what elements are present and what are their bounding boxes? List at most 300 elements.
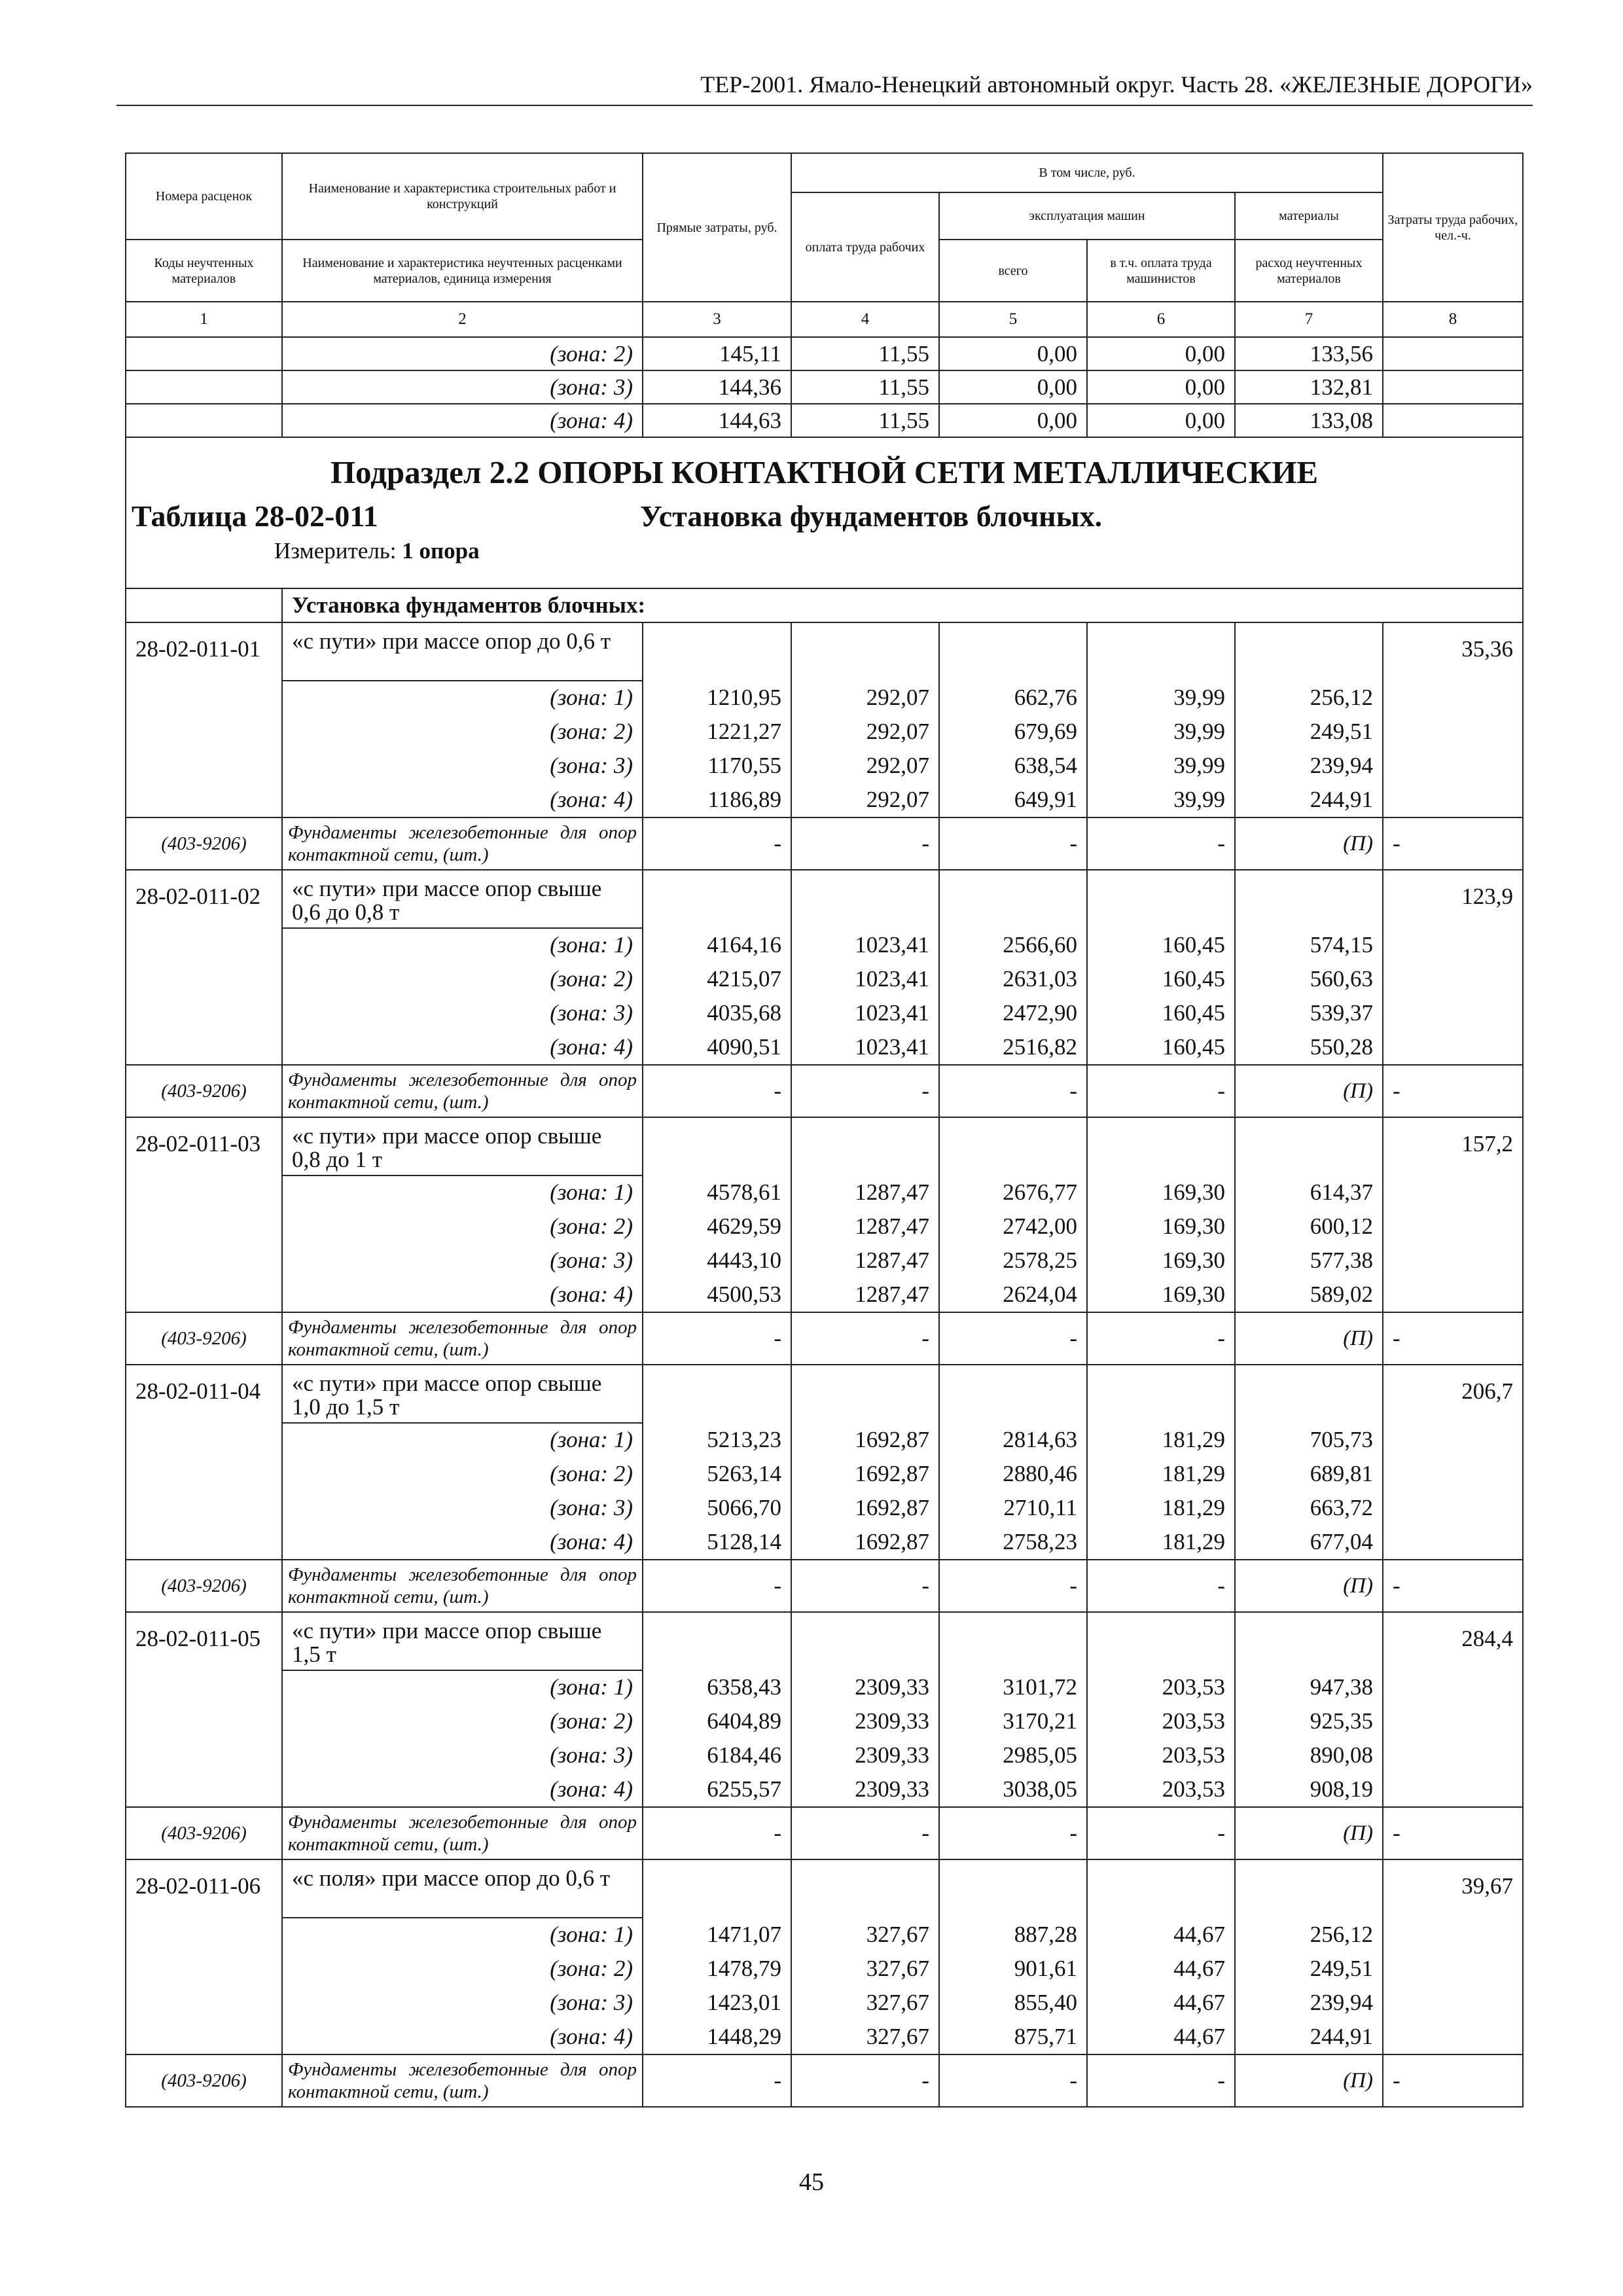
machinists-pay: 39,99 bbox=[1173, 787, 1225, 812]
materials-cost-column bbox=[1235, 1365, 1383, 1560]
material-code: (403-9206) bbox=[126, 1065, 282, 1117]
machinists-pay: 169,30 bbox=[1162, 1282, 1225, 1307]
rate-description: «с пути» при массе опор свыше 0,6 до 0,8 т bbox=[282, 870, 643, 928]
material-code: (403-9206) bbox=[126, 1312, 282, 1365]
machinists-pay-column bbox=[1087, 622, 1235, 817]
direct-costs: 4500,53 bbox=[707, 1282, 781, 1307]
materials-cost: 614,37 bbox=[1310, 1179, 1373, 1205]
col-number: 4 bbox=[791, 302, 939, 337]
material-marker: (П) bbox=[1235, 1312, 1383, 1365]
col-labor-pay-header: оплата труда рабочих bbox=[791, 192, 939, 302]
material-dash: - bbox=[791, 1312, 939, 1365]
direct-costs-column bbox=[643, 622, 791, 817]
labor-pay: 1287,47 bbox=[855, 1282, 929, 1307]
machines-total: 2631,03 bbox=[1003, 966, 1077, 992]
rates-table bbox=[125, 152, 1524, 2108]
machinists-pay: 160,45 bbox=[1162, 1000, 1225, 1026]
zone-label: (зона: 2) bbox=[282, 715, 643, 749]
machines-total: 3101,72 bbox=[1003, 1674, 1077, 1700]
labor-costs: 39,67 bbox=[1383, 1859, 1523, 2054]
machinists-pay: 169,30 bbox=[1162, 1247, 1225, 1273]
material-dash: - bbox=[1383, 1560, 1523, 1612]
header-rule bbox=[116, 105, 1533, 106]
material-code: (403-9206) bbox=[126, 817, 282, 870]
machinists-pay-column bbox=[1087, 1612, 1235, 1807]
machines-total: 855,40 bbox=[1014, 1990, 1077, 2015]
running-header: ТЕР-2001. Ямало-Ненецкий автономный округ. Часть 28. «ЖЕЛЕЗНЫЕ ДОРОГИ» bbox=[700, 71, 1533, 98]
direct-costs: 1210,95 bbox=[707, 685, 781, 710]
machinists-pay: 181,29 bbox=[1162, 1427, 1225, 1452]
machinists-pay: 160,45 bbox=[1162, 966, 1225, 992]
direct-costs: 4164,16 bbox=[707, 932, 781, 958]
labor-pay: 292,07 bbox=[866, 753, 929, 778]
materials-cost: 239,94 bbox=[1310, 753, 1373, 778]
machines-total: 2566,60 bbox=[1003, 932, 1077, 958]
measure-value: 1 опора bbox=[402, 538, 480, 564]
material-dash: - bbox=[1087, 1065, 1235, 1117]
machinists-pay-column bbox=[1087, 1365, 1235, 1560]
machines-total: 3038,05 bbox=[1003, 1776, 1077, 1802]
zone-label: (зона: 2) bbox=[282, 1704, 643, 1738]
material-name: Фундаменты железобетонные для опор контактной сети, (шт.) bbox=[282, 817, 643, 870]
direct-costs: 1423,01 bbox=[707, 1990, 781, 2015]
materials-cost: 256,12 bbox=[1310, 685, 1373, 710]
zone-label: (зона: 1) bbox=[282, 1670, 643, 1704]
materials-cost: 663,72 bbox=[1310, 1495, 1373, 1520]
subsection-block bbox=[126, 437, 1523, 622]
materials-cost-column bbox=[1235, 1612, 1383, 1807]
col-material-codes-header: Коды неучтенных материалов bbox=[126, 240, 282, 302]
rate-code: 28-02-011-02 bbox=[126, 870, 282, 1065]
direct-costs-column bbox=[643, 1612, 791, 1807]
zone-label: (зона: 3) bbox=[282, 996, 643, 1030]
materials-cost: 890,08 bbox=[1310, 1742, 1373, 1768]
machinists-pay: 181,29 bbox=[1162, 1461, 1225, 1486]
zone-label: (зона: 4) bbox=[282, 783, 643, 817]
labor-pay: 1692,87 bbox=[855, 1461, 929, 1486]
col-number: 8 bbox=[1383, 302, 1523, 337]
material-marker: (П) bbox=[1235, 1560, 1383, 1612]
machines-total: 2985,05 bbox=[1003, 1742, 1077, 1768]
rate-code: 28-02-011-05 bbox=[126, 1612, 282, 1807]
materials-cost: 589,02 bbox=[1310, 1282, 1373, 1307]
machinists-pay: 203,53 bbox=[1162, 1776, 1225, 1802]
measure-label: Измеритель: bbox=[274, 538, 397, 564]
labor-pay: 327,67 bbox=[866, 1956, 929, 1981]
rate-row bbox=[126, 1117, 1523, 1175]
table-header bbox=[126, 153, 1523, 337]
machines-total: 2676,77 bbox=[1003, 1179, 1077, 1205]
col-work-name-header: Наименование и характеристика строительных работ и конструкций bbox=[282, 153, 643, 240]
rate-description: «с пути» при массе опор свыше 1,0 до 1,5 т bbox=[282, 1365, 643, 1423]
rate-code: 28-02-011-06 bbox=[126, 1859, 282, 2054]
material-name: Фундаменты железобетонные для опор контактной сети, (шт.) bbox=[282, 1065, 643, 1117]
material-dash: - bbox=[939, 1312, 1087, 1365]
material-marker: (П) bbox=[1235, 1807, 1383, 1859]
materials-cost-column bbox=[1235, 1117, 1383, 1312]
machines-total: 875,71 bbox=[1014, 2024, 1077, 2049]
material-dash: - bbox=[643, 1807, 791, 1859]
col-rate-number-header: Номера расценок bbox=[126, 153, 282, 240]
carryover-rows bbox=[126, 337, 1523, 437]
labor-pay: 1023,41 bbox=[855, 932, 929, 958]
group-title: Установка фундаментов блочных: bbox=[282, 588, 1523, 622]
materials-cost-column bbox=[1235, 622, 1383, 817]
machines-total: 2516,82 bbox=[1003, 1034, 1077, 1060]
machines-total-column bbox=[939, 622, 1087, 817]
direct-costs: 4215,07 bbox=[707, 966, 781, 992]
material-row bbox=[126, 1560, 1523, 1612]
col-number: 2 bbox=[282, 302, 643, 337]
labor-pay: 1023,41 bbox=[855, 966, 929, 992]
machinists-pay-column bbox=[1087, 1117, 1235, 1312]
rate-code: 28-02-011-03 bbox=[126, 1117, 282, 1312]
materials-cost: 560,63 bbox=[1310, 966, 1373, 992]
materials-cost: 689,81 bbox=[1310, 1461, 1373, 1486]
labor-pay: 2309,33 bbox=[855, 1708, 929, 1734]
zone-label: (зона: 4) bbox=[282, 1773, 643, 1807]
direct-costs-column bbox=[643, 1859, 791, 2054]
material-dash: - bbox=[1383, 2054, 1523, 2107]
direct-costs: 145,11 bbox=[643, 337, 791, 370]
direct-costs: 1221,27 bbox=[707, 719, 781, 744]
material-dash: - bbox=[1087, 1560, 1235, 1612]
rate-description: «с пути» при массе опор до 0,6 т bbox=[282, 622, 643, 681]
col-machines-header: эксплуатация машин bbox=[939, 192, 1235, 240]
machinists-pay: 160,45 bbox=[1162, 1034, 1225, 1060]
material-name: Фундаменты железобетонные для опор контактной сети, (шт.) bbox=[282, 1807, 643, 1859]
labor-pay-column bbox=[791, 622, 939, 817]
rate-row bbox=[126, 1859, 1523, 1918]
direct-costs: 6255,57 bbox=[707, 1776, 781, 1802]
material-dash: - bbox=[1383, 1807, 1523, 1859]
direct-costs: 1186,89 bbox=[707, 787, 781, 812]
machinists-pay: 44,67 bbox=[1173, 1990, 1225, 2015]
machines-total: 2578,25 bbox=[1003, 1247, 1077, 1273]
direct-costs: 6184,46 bbox=[707, 1742, 781, 1768]
materials-cost: 132,81 bbox=[1235, 370, 1383, 404]
machines-total: 679,69 bbox=[1014, 719, 1077, 744]
labor-pay-column bbox=[791, 870, 939, 1065]
direct-costs: 144,36 bbox=[643, 370, 791, 404]
measure-unit bbox=[126, 538, 1522, 568]
machinists-pay: 203,53 bbox=[1162, 1708, 1225, 1734]
material-row bbox=[126, 2054, 1523, 2107]
labor-pay: 2309,33 bbox=[855, 1674, 929, 1700]
zone-label: (зона: 3) bbox=[282, 1244, 643, 1278]
direct-costs: 5066,70 bbox=[707, 1495, 781, 1520]
machines-total: 887,28 bbox=[1014, 1922, 1077, 1947]
material-dash: - bbox=[791, 1807, 939, 1859]
machines-total-column bbox=[939, 1365, 1087, 1560]
machines-total: 3170,21 bbox=[1003, 1708, 1077, 1734]
material-dash: - bbox=[939, 1065, 1087, 1117]
labor-pay-column bbox=[791, 1117, 939, 1312]
zone-label: (зона: 2) bbox=[282, 962, 643, 996]
labor-costs: 206,7 bbox=[1383, 1365, 1523, 1560]
direct-costs: 4035,68 bbox=[707, 1000, 781, 1026]
material-dash: - bbox=[1383, 1065, 1523, 1117]
zone-label: (зона: 1) bbox=[282, 681, 643, 715]
labor-costs: 157,2 bbox=[1383, 1117, 1523, 1312]
material-code: (403-9206) bbox=[126, 1560, 282, 1612]
labor-pay: 11,55 bbox=[791, 370, 939, 404]
materials-cost: 249,51 bbox=[1310, 1956, 1373, 1981]
labor-pay: 292,07 bbox=[866, 685, 929, 710]
material-dash: - bbox=[643, 2054, 791, 2107]
labor-pay: 327,67 bbox=[866, 1990, 929, 2015]
machines-total-column bbox=[939, 1612, 1087, 1807]
zone-label: (зона: 2) bbox=[282, 1210, 643, 1244]
direct-costs: 1478,79 bbox=[707, 1956, 781, 1981]
machines-total: 2710,11 bbox=[1003, 1495, 1077, 1520]
direct-costs: 1448,29 bbox=[707, 2024, 781, 2049]
zone-label: (зона: 3) bbox=[282, 1738, 643, 1772]
machinists-pay: 181,29 bbox=[1162, 1529, 1225, 1554]
machinists-pay: 0,00 bbox=[1087, 404, 1235, 437]
zone-label: (зона: 4) bbox=[282, 2020, 643, 2054]
direct-costs: 1170,55 bbox=[707, 753, 781, 778]
labor-pay: 1287,47 bbox=[855, 1247, 929, 1273]
rate-items bbox=[126, 622, 1523, 2107]
rate-description: «с пути» при массе опор свыше 1,5 т bbox=[282, 1612, 643, 1670]
materials-cost: 577,38 bbox=[1310, 1247, 1373, 1273]
col-material-usage-header: расход неучтенных материалов bbox=[1235, 240, 1383, 302]
direct-costs: 4629,59 bbox=[707, 1213, 781, 1239]
materials-cost: 133,08 bbox=[1235, 404, 1383, 437]
direct-costs: 4443,10 bbox=[707, 1247, 781, 1273]
zone-label: (зона: 4) bbox=[282, 1031, 643, 1065]
labor-pay: 1287,47 bbox=[855, 1213, 929, 1239]
rate-code: 28-02-011-04 bbox=[126, 1365, 282, 1560]
col-including-header: В том числе, руб. bbox=[791, 153, 1383, 192]
labor-costs: 284,4 bbox=[1383, 1612, 1523, 1807]
material-name: Фундаменты железобетонные для опор контактной сети, (шт.) bbox=[282, 1560, 643, 1612]
material-dash: - bbox=[643, 1312, 791, 1365]
materials-cost: 244,91 bbox=[1310, 2024, 1373, 2049]
labor-pay: 1023,41 bbox=[855, 1000, 929, 1026]
labor-costs: 35,36 bbox=[1383, 622, 1523, 817]
col-machines-total-header: всего bbox=[939, 240, 1087, 302]
machinists-pay: 203,53 bbox=[1162, 1742, 1225, 1768]
material-dash: - bbox=[643, 817, 791, 870]
machinists-pay: 44,67 bbox=[1173, 1956, 1225, 1981]
labor-pay: 327,67 bbox=[866, 1922, 929, 1947]
material-dash: - bbox=[1383, 817, 1523, 870]
machinists-pay: 181,29 bbox=[1162, 1495, 1225, 1520]
table-name: Установка фундаментов блочных. bbox=[640, 499, 1103, 533]
machines-total-column bbox=[939, 1117, 1087, 1312]
materials-cost-column bbox=[1235, 870, 1383, 1065]
material-row bbox=[126, 1312, 1523, 1365]
zone-label: (зона: 1) bbox=[282, 1175, 643, 1210]
material-marker: (П) bbox=[1235, 1065, 1383, 1117]
zone-label: (зона: 4) bbox=[282, 1278, 643, 1312]
machines-total: 2624,04 bbox=[1003, 1282, 1077, 1307]
machines-total: 662,76 bbox=[1014, 685, 1077, 710]
materials-cost-column bbox=[1235, 1859, 1383, 2054]
zone-label: (зона: 2) bbox=[282, 1457, 643, 1491]
machines-total: 2742,00 bbox=[1003, 1213, 1077, 1239]
zone-row bbox=[126, 404, 1523, 437]
machinists-pay: 203,53 bbox=[1162, 1674, 1225, 1700]
machines-total: 2758,23 bbox=[1003, 1529, 1077, 1554]
col-number: 3 bbox=[643, 302, 791, 337]
direct-costs: 6404,89 bbox=[707, 1708, 781, 1734]
labor-pay: 292,07 bbox=[866, 719, 929, 744]
col-materials-header: материалы bbox=[1235, 192, 1383, 240]
machinists-pay: 0,00 bbox=[1087, 337, 1235, 370]
rate-description: «с поля» при массе опор до 0,6 т bbox=[282, 1859, 643, 1918]
labor-pay-column bbox=[791, 1859, 939, 2054]
rate-row bbox=[126, 622, 1523, 681]
zone-label: (зона: 4) bbox=[282, 1526, 643, 1560]
machinists-pay-column bbox=[1087, 870, 1235, 1065]
labor-pay: 1692,87 bbox=[855, 1427, 929, 1452]
zone-label: (зона: 1) bbox=[282, 928, 643, 962]
material-dash: - bbox=[1087, 1807, 1235, 1859]
machinists-pay: 160,45 bbox=[1162, 932, 1225, 958]
direct-costs: 5263,14 bbox=[707, 1461, 781, 1486]
materials-cost: 574,15 bbox=[1310, 932, 1373, 958]
zone-row bbox=[126, 370, 1523, 404]
materials-cost: 925,35 bbox=[1310, 1708, 1373, 1734]
materials-cost: 677,04 bbox=[1310, 1529, 1373, 1554]
material-dash: - bbox=[939, 2054, 1087, 2107]
machinists-pay: 39,99 bbox=[1173, 719, 1225, 744]
zone-label: (зона: 3) bbox=[282, 370, 643, 404]
machines-total-column bbox=[939, 870, 1087, 1065]
machinists-pay: 169,30 bbox=[1162, 1213, 1225, 1239]
material-row bbox=[126, 1065, 1523, 1117]
machines-total: 901,61 bbox=[1014, 1956, 1077, 1981]
materials-cost: 908,19 bbox=[1310, 1776, 1373, 1802]
zone-label: (зона: 2) bbox=[282, 337, 643, 370]
page-number: 45 bbox=[799, 2168, 824, 2196]
material-row bbox=[126, 1807, 1523, 1859]
labor-pay: 1023,41 bbox=[855, 1034, 929, 1060]
machinists-pay: 0,00 bbox=[1087, 370, 1235, 404]
materials-cost: 705,73 bbox=[1310, 1427, 1373, 1452]
zone-label: (зона: 3) bbox=[282, 1491, 643, 1525]
col-number: 7 bbox=[1235, 302, 1383, 337]
direct-costs: 4090,51 bbox=[707, 1034, 781, 1060]
machines-total-column bbox=[939, 1859, 1087, 2054]
machinists-pay: 39,99 bbox=[1173, 685, 1225, 710]
table-number: Таблица 28-02-011 bbox=[132, 499, 378, 533]
materials-cost: 256,12 bbox=[1310, 1922, 1373, 1947]
material-dash: - bbox=[1087, 1312, 1235, 1365]
labor-pay: 1287,47 bbox=[855, 1179, 929, 1205]
labor-pay: 1692,87 bbox=[855, 1529, 929, 1554]
machines-total: 2472,90 bbox=[1003, 1000, 1077, 1026]
rate-row bbox=[126, 870, 1523, 928]
machinists-pay: 39,99 bbox=[1173, 753, 1225, 778]
material-dash: - bbox=[791, 2054, 939, 2107]
material-dash: - bbox=[1087, 817, 1235, 870]
zone-label: (зона: 2) bbox=[282, 1952, 643, 1986]
col-material-names-header: Наименование и характеристика неучтенных расценками материалов, единица измерения bbox=[282, 240, 643, 302]
labor-pay: 11,55 bbox=[791, 337, 939, 370]
col-number: 6 bbox=[1087, 302, 1235, 337]
materials-cost: 600,12 bbox=[1310, 1213, 1373, 1239]
material-row bbox=[126, 817, 1523, 870]
zone-label: (зона: 3) bbox=[282, 749, 643, 783]
direct-costs: 6358,43 bbox=[707, 1674, 781, 1700]
direct-costs-column bbox=[643, 870, 791, 1065]
col-machinists-pay-header: в т.ч. оплата труда машинистов bbox=[1087, 240, 1235, 302]
direct-costs: 5213,23 bbox=[707, 1427, 781, 1452]
rate-description: «с пути» при массе опор свыше 0,8 до 1 т bbox=[282, 1117, 643, 1175]
materials-cost: 550,28 bbox=[1310, 1034, 1373, 1060]
col-direct-costs-header: Прямые затраты, руб. bbox=[643, 153, 791, 302]
material-marker: (П) bbox=[1235, 2054, 1383, 2107]
labor-pay: 2309,33 bbox=[855, 1776, 929, 1802]
labor-pay-column bbox=[791, 1365, 939, 1560]
material-dash: - bbox=[939, 817, 1087, 870]
machinists-pay: 169,30 bbox=[1162, 1179, 1225, 1205]
zone-label: (зона: 4) bbox=[282, 404, 643, 437]
col-number: 1 bbox=[126, 302, 282, 337]
direct-costs-column bbox=[643, 1365, 791, 1560]
subsection-title: Подраздел 2.2 ОПОРЫ КОНТАКТНОЙ СЕТИ МЕТАЛЛИЧЕСКИЕ bbox=[330, 454, 1319, 490]
labor-costs: 123,9 bbox=[1383, 870, 1523, 1065]
labor-pay: 327,67 bbox=[866, 2024, 929, 2049]
material-name: Фундаменты железобетонные для опор контактной сети, (шт.) bbox=[282, 1312, 643, 1365]
material-dash: - bbox=[791, 817, 939, 870]
labor-pay: 1692,87 bbox=[855, 1495, 929, 1520]
material-marker: (П) bbox=[1235, 817, 1383, 870]
materials-cost: 239,94 bbox=[1310, 1990, 1373, 2015]
direct-costs: 144,63 bbox=[643, 404, 791, 437]
material-name: Фундаменты железобетонные для опор контактной сети, (шт.) bbox=[282, 2054, 643, 2107]
materials-cost: 249,51 bbox=[1310, 719, 1373, 744]
direct-costs: 1471,07 bbox=[707, 1922, 781, 1947]
material-dash: - bbox=[643, 1560, 791, 1612]
rate-code: 28-02-011-01 bbox=[126, 622, 282, 817]
machines-total: 638,54 bbox=[1014, 753, 1077, 778]
material-dash: - bbox=[1383, 1312, 1523, 1365]
direct-costs-column bbox=[643, 1117, 791, 1312]
machinists-pay: 44,67 bbox=[1173, 2024, 1225, 2049]
machines-total: 649,91 bbox=[1014, 787, 1077, 812]
zone-label: (зона: 1) bbox=[282, 1918, 643, 1952]
material-dash: - bbox=[1087, 2054, 1235, 2107]
materials-cost: 133,56 bbox=[1235, 337, 1383, 370]
labor-pay: 11,55 bbox=[791, 404, 939, 437]
rate-row bbox=[126, 1612, 1523, 1670]
material-code: (403-9206) bbox=[126, 2054, 282, 2107]
material-dash: - bbox=[939, 1807, 1087, 1859]
materials-cost: 244,91 bbox=[1310, 787, 1373, 812]
col-number: 5 bbox=[939, 302, 1087, 337]
materials-cost: 539,37 bbox=[1310, 1000, 1373, 1026]
material-dash: - bbox=[791, 1560, 939, 1612]
machines-total: 0,00 bbox=[939, 370, 1087, 404]
labor-pay-column bbox=[791, 1612, 939, 1807]
material-dash: - bbox=[643, 1065, 791, 1117]
labor-pay: 292,07 bbox=[866, 787, 929, 812]
machines-total: 2814,63 bbox=[1003, 1427, 1077, 1452]
zone-label: (зона: 3) bbox=[282, 1986, 643, 2020]
machines-total: 0,00 bbox=[939, 404, 1087, 437]
machines-total: 0,00 bbox=[939, 337, 1087, 370]
direct-costs: 5128,14 bbox=[707, 1529, 781, 1554]
materials-cost: 947,38 bbox=[1310, 1674, 1373, 1700]
direct-costs: 4578,61 bbox=[707, 1179, 781, 1205]
material-dash: - bbox=[791, 1065, 939, 1117]
material-dash: - bbox=[939, 1560, 1087, 1612]
